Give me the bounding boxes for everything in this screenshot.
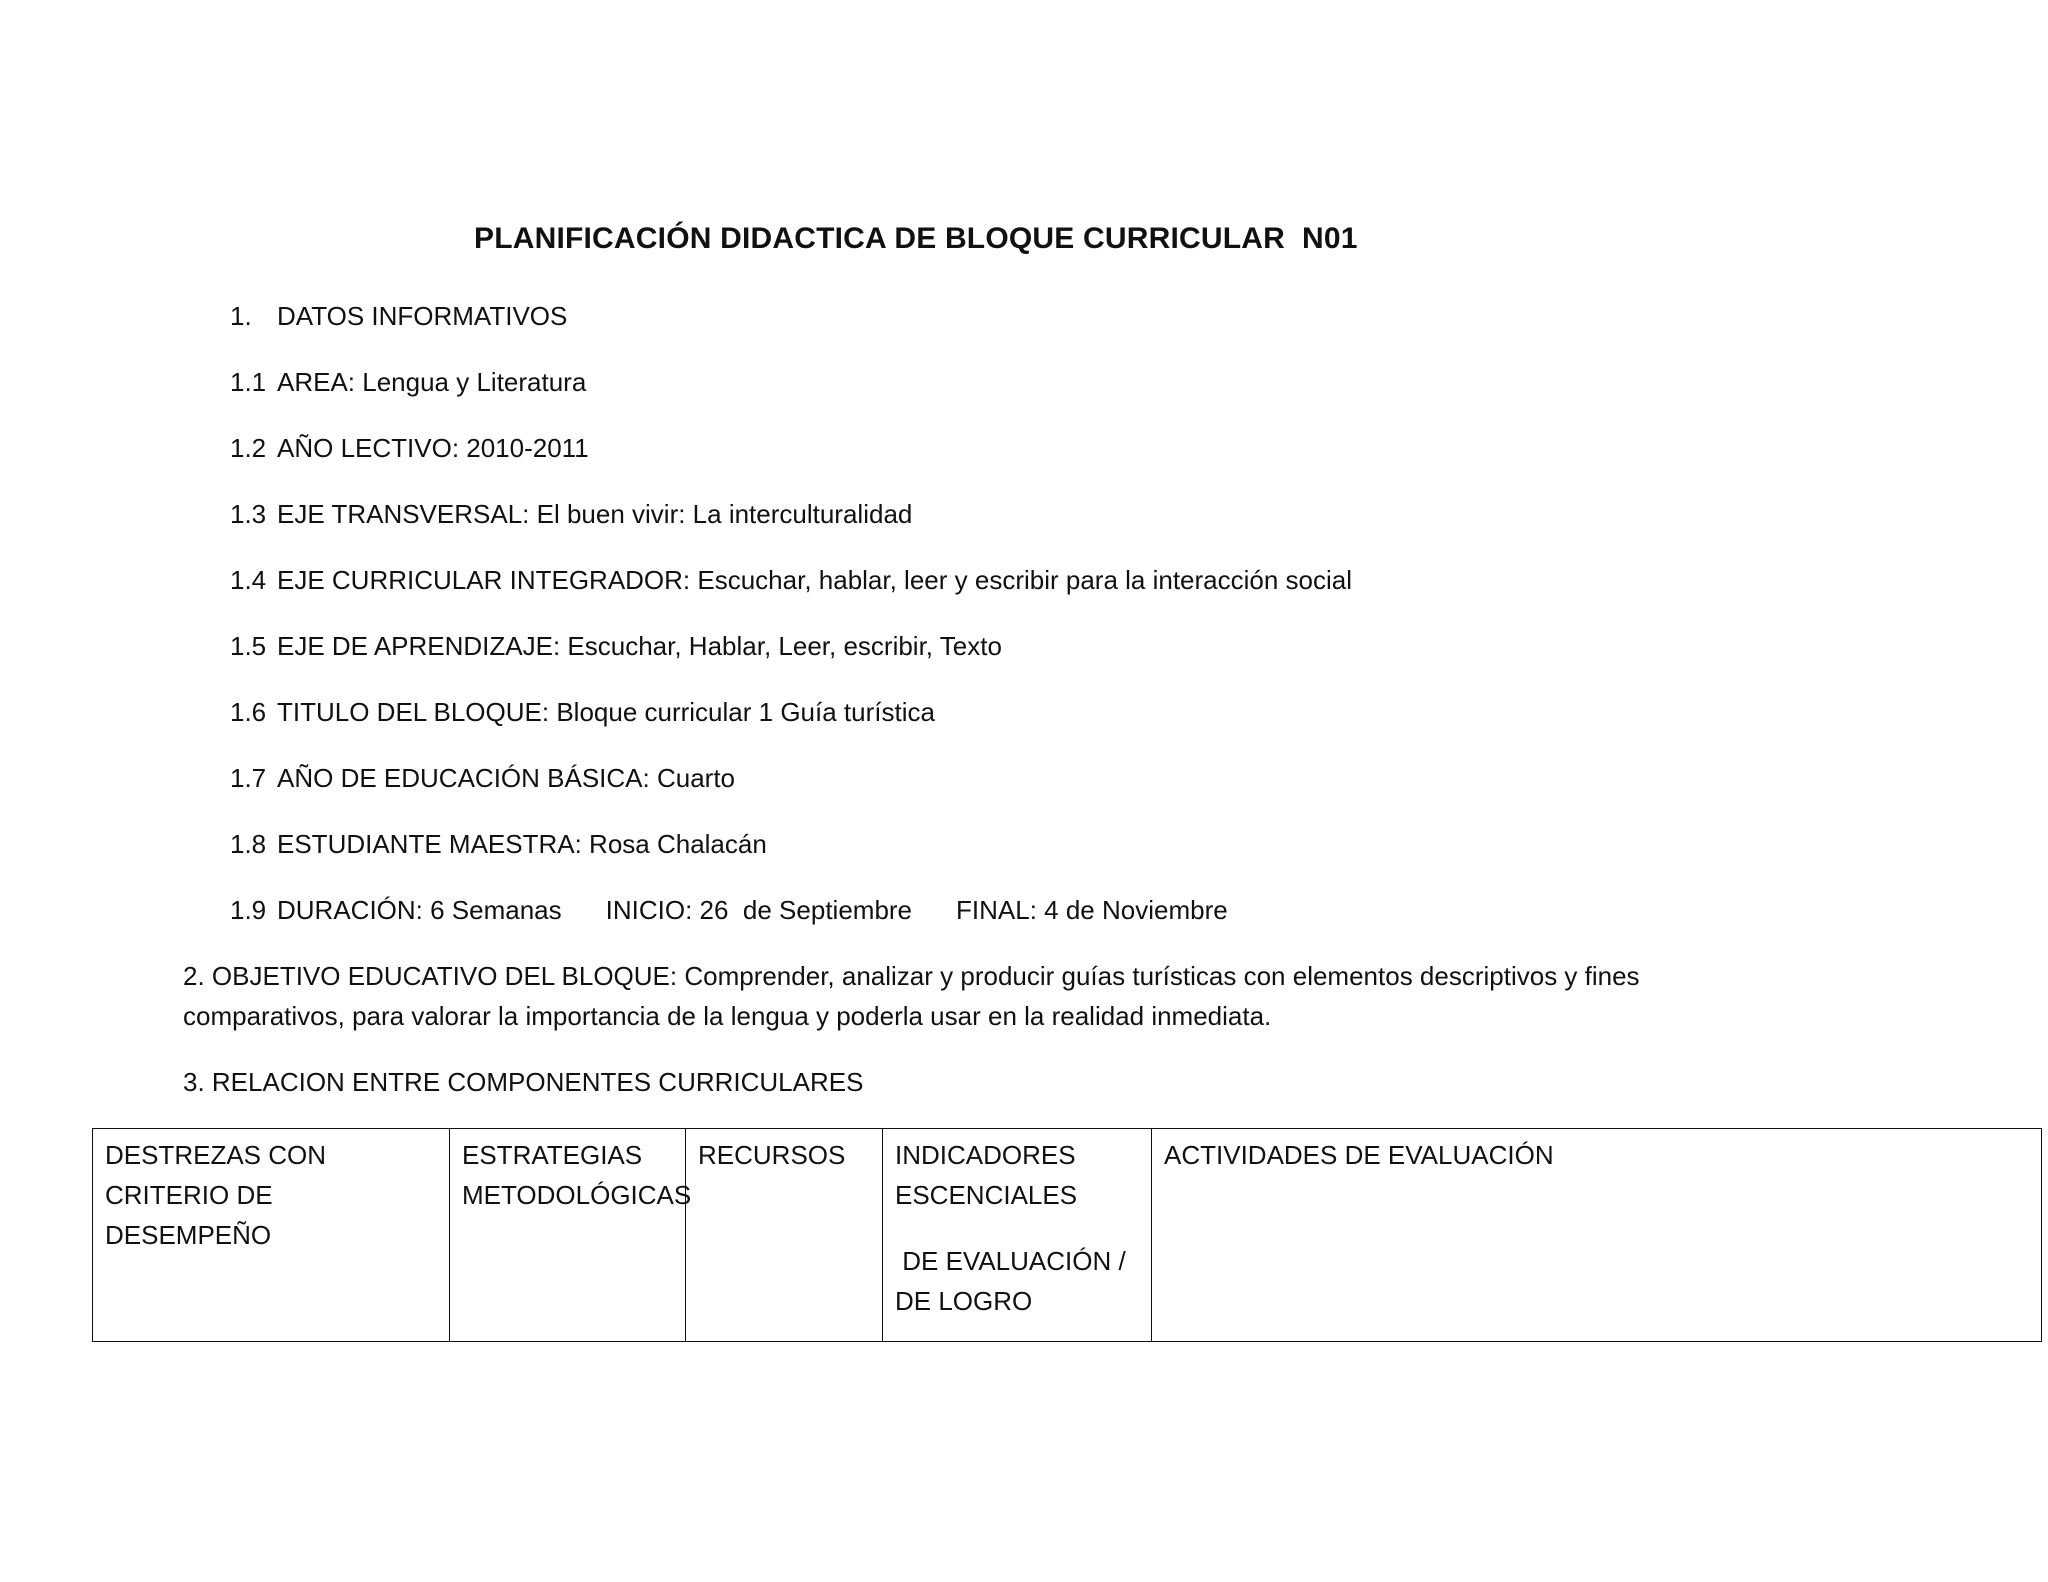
item-text: AÑO LECTIVO: 2010-2011 <box>277 433 589 463</box>
section1-number: 1. <box>230 301 252 331</box>
document-title: PLANIFICACIÓN DIDACTICA DE BLOQUE CURRICULAR N01 <box>474 222 1358 255</box>
header-strategies-text: ESTRATEGIAS METODOLÓGICAS <box>462 1140 692 1210</box>
duration-text: DURACIÓN: 6 Semanas <box>277 895 562 925</box>
item-number: 1.9 <box>230 895 267 925</box>
item-number: 1.8 <box>230 829 267 859</box>
info-item-transversal <box>230 494 912 534</box>
objective-paragraph: 2. OBJETIVO EDUCATIVO DEL BLOQUE: Comprender, analizar y producir guías turísticas con elementos descriptivos y fines comparativos, para valorar la importancia de la lengua y poderla usar en la realidad inmediata. <box>183 961 1640 1031</box>
item-text: AREA: Lengua y Literatura <box>277 367 587 397</box>
item-number: 1.5 <box>230 631 267 661</box>
item-text: EJE DE APRENDIZAJE: Escuchar, Hablar, Leer, escribir, Texto <box>277 631 1002 661</box>
header-indicators-subtext: DE EVALUACIÓN / DE LOGRO <box>895 1246 1133 1316</box>
item-text: EJE CURRICULAR INTEGRADOR: Escuchar, hablar, leer y escribir para la interacción social <box>277 565 1353 595</box>
item-text: ESTUDIANTE MAESTRA: Rosa Chalacán <box>277 829 767 859</box>
header-skills-text: DESTREZAS CON CRITERIO DE DESEMPEÑO <box>105 1140 327 1250</box>
section3-heading: 3. RELACION ENTRE COMPONENTES CURRICULARES <box>183 1067 864 1097</box>
item-text: EJE TRANSVERSAL: El buen vivir: La interculturalidad <box>277 499 913 529</box>
info-item-duration <box>230 890 1228 930</box>
info-item-student-teacher <box>230 824 767 864</box>
curricular-components-table <box>92 1128 2042 1342</box>
header-evaluation-text: ACTIVIDADES DE EVALUACIÓN <box>1164 1140 1554 1170</box>
item-number: 1.1 <box>230 367 267 397</box>
item-number: 1.6 <box>230 697 267 727</box>
info-item-year <box>230 428 589 468</box>
header-resources <box>686 1129 883 1342</box>
header-evaluation-activities <box>1152 1129 2042 1342</box>
info-item-integrator <box>230 560 1352 600</box>
header-indicators-text: INDICADORES ESCENCIALES <box>895 1140 1078 1210</box>
table-header-row <box>93 1129 2042 1342</box>
header-strategies <box>450 1129 692 1342</box>
item-number: 1.2 <box>230 433 267 463</box>
header-skills <box>93 1129 450 1342</box>
item-number: 1.3 <box>230 499 267 529</box>
header-indicators <box>883 1129 1152 1342</box>
item-number: 1.7 <box>230 763 267 793</box>
item-text: AÑO DE EDUCACIÓN BÁSICA: Cuarto <box>277 763 735 793</box>
header-resources-text: RECURSOS <box>698 1140 846 1170</box>
info-item-block-title <box>230 692 935 732</box>
start-date-text: INICIO: 26 de Septiembre <box>605 895 913 925</box>
end-date-text: FINAL: 4 de Noviembre <box>956 895 1228 925</box>
info-item-learning-axis <box>230 626 1002 666</box>
section1-heading <box>230 296 567 336</box>
info-item-area <box>230 362 586 402</box>
item-text: TITULO DEL BLOQUE: Bloque curricular 1 Guía turística <box>277 697 935 727</box>
info-item-grade <box>230 758 735 798</box>
section1-heading-text: DATOS INFORMATIVOS <box>277 301 568 331</box>
item-number: 1.4 <box>230 565 267 595</box>
